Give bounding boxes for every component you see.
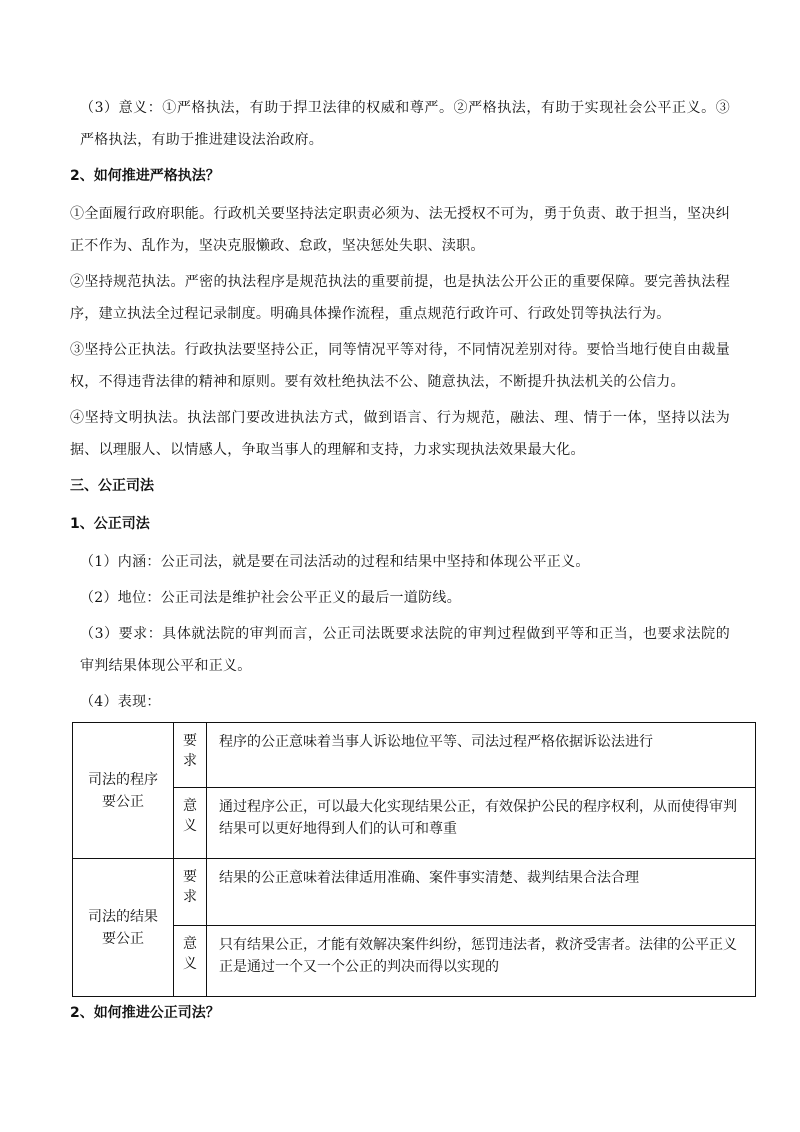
significance-label: 意义 bbox=[174, 788, 207, 859]
table-row bbox=[73, 788, 756, 859]
category-process-fairness: 司法的程序要公正 bbox=[73, 723, 174, 859]
meaning-paragraph: （3）意义：①严格执法，有助于捍卫法律的权威和尊严。②严格执法，有助于实现社会公平正义。③严格执法，有助于推进建设法治政府。 bbox=[80, 100, 730, 148]
requirement-label: 要求 bbox=[174, 723, 207, 788]
strict-point-4: ④坚持文明执法。执法部门要改进执法方式，做到语言、行为规范，融法、理、情于一体，坚持以法为据、以理服人、以情感人，争取当事人的理解和支持，力求实现执法效果最大化。 bbox=[70, 410, 730, 458]
category-result-fairness: 司法的结果要公正 bbox=[73, 859, 174, 997]
process-significance-text: 通过程序公正，可以最大化实现结果公正，有效保护公民的程序权利，从而使得审判结果可以更好地得到人们的认可和尊重 bbox=[207, 788, 756, 859]
justice-status: （2）地位：公正司法是维护社会公平正义的最后一道防线。 bbox=[80, 590, 462, 606]
table-row bbox=[73, 926, 756, 997]
strict-point-3: ③坚持公正执法。行政执法要坚持公正，同等情况平等对待，不同情况差别对待。要恰当地行使自由裁量权，不得违背法律的精神和原则。要有效杜绝执法不公、随意执法，不断提升执法机关的公信力。 bbox=[70, 342, 730, 390]
table-row bbox=[73, 859, 756, 926]
result-significance-text: 只有结果公正，才能有效解决案件纠纷，惩罚违法者，救济受害者。法律的公平正义正是通过一个又一个公正的判决而得以实现的 bbox=[207, 926, 756, 997]
requirement-label: 要求 bbox=[174, 859, 207, 926]
subsection-1-title: 1、公正司法 bbox=[70, 516, 150, 532]
strict-point-2: ②坚持规范执法。严密的执法程序是规范执法的重要前提，也是执法公开公正的重要保障。要完善执法程序，建立执法全过程记录制度。明确具体操作流程，重点规范行政许可、行政处罚等执法行为。 bbox=[70, 274, 730, 322]
justice-requirement: （3）要求：具体就法院的审判而言，公正司法既要求法院的审判过程做到平等和正当，也要求法院的审判结果体现公平和正义。 bbox=[80, 626, 730, 674]
justice-connotation: （1）内涵：公正司法，就是要在司法活动的过程和结果中坚持和体现公平正义。 bbox=[80, 554, 590, 570]
table-row bbox=[73, 723, 756, 788]
heading-promote-strict-enforcement: 2、如何推进严格执法？ bbox=[70, 168, 220, 184]
heading-promote-fair-justice: 2、如何推进公正司法？ bbox=[70, 1005, 220, 1021]
justice-manifestation-label: （4）表现： bbox=[80, 694, 161, 710]
result-requirement-text: 结果的公正意味着法律适用准确、案件事实清楚、裁判结果合法合理 bbox=[207, 859, 756, 926]
manifestation-table bbox=[72, 722, 756, 997]
significance-label: 意义 bbox=[174, 926, 207, 997]
process-requirement-text: 程序的公正意味着当事人诉讼地位平等、司法过程严格依据诉讼法进行 bbox=[207, 723, 756, 788]
section-3-title: 三、公正司法 bbox=[70, 478, 154, 494]
strict-point-1: ①全面履行政府职能。行政机关要坚持法定职责必须为、法无授权不可为，勇于负责、敢于担当，坚决纠正不作为、乱作为，坚决克服懒政、怠政，坚决惩处失职、渎职。 bbox=[70, 206, 730, 254]
document-page bbox=[70, 92, 737, 1035]
